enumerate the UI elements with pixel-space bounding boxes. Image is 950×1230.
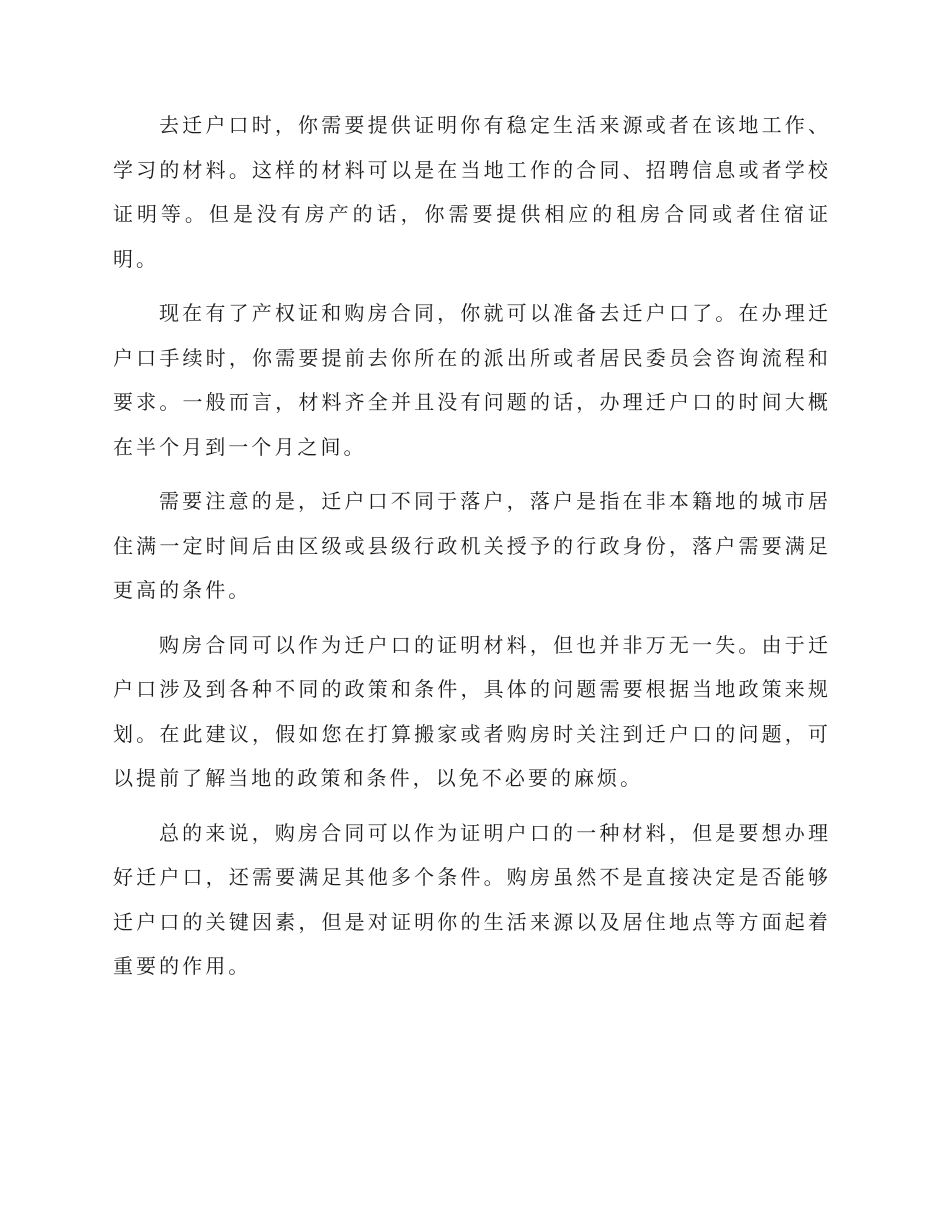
paragraph-3: 需要注意的是，迁户口不同于落户，落户是指在非本籍地的城市居住满一定时间后由区级或县级行政机关授予的行政身份，落户需要满足更高的条件。: [113, 489, 831, 602]
paragraph-1: 去迁户口时，你需要提供证明你有稳定生活来源或者在该地工作、学习的材料。这样的材料可以是在当地工作的合同、招聘信息或者学校证明等。但是没有房产的话，你需要提供相应的租房合同或者住宿证明。: [113, 113, 831, 271]
document-body: [113, 103, 831, 999]
paragraph-4: 购房合同可以作为迁户口的证明材料，但也并非万无一失。由于迁户口涉及到各种不同的政策和条件，具体的问题需要根据当地政策来规划。在此建议，假如您在打算搬家或者购房时关注到迁户口的问题，可以提前了解当地的政策和条件，以免不必要的麻烦。: [113, 632, 831, 790]
paragraph-2: 现在有了产权证和购房合同，你就可以准备去迁户口了。在办理迁户口手续时，你需要提前去你所在的派出所或者居民委员会咨询流程和要求。一般而言，材料齐全并且没有问题的话，办理迁户口的时间大概在半个月到一个月之间。: [113, 301, 831, 459]
paragraph-5: 总的来说，购房合同可以作为证明户口的一种材料，但是要想办理好迁户口，还需要满足其他多个条件。购房虽然不是直接决定是否能够迁户口的关键因素，但是对证明你的生活来源以及居住地点等方面起着重要的作用。: [113, 820, 831, 978]
